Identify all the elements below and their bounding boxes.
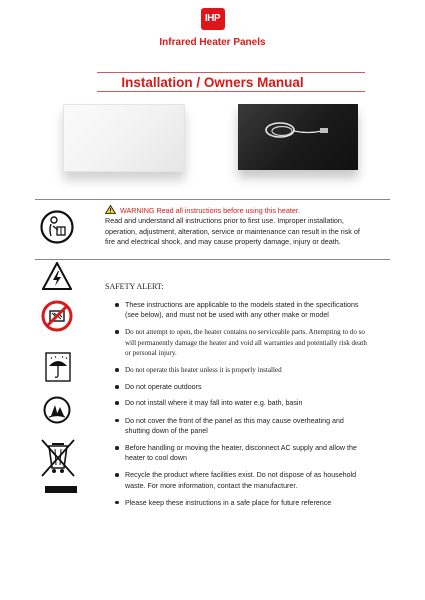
list-item: Do not operate this heater unless it is properly installed <box>115 365 367 375</box>
list-item: Do not attempt to open, the heater contains no serviceable parts. Attempting to do so will permanently damage the heater and void all warranties and potentially risk death or personal injury. <box>115 327 367 358</box>
logo <box>0 8 425 30</box>
keep-away-from-water-icon <box>43 396 71 424</box>
list-item: These instructions are applicable to the models stated in the specifications (see below), and must not be used with any other make or model <box>115 300 367 320</box>
safety-alert-title: SAFETY ALERT: <box>105 282 164 291</box>
do-not-cover-icon <box>41 300 73 332</box>
weee-crossed-bin-icon <box>38 437 78 479</box>
list-item: Please keep these instructions in a safe place for future reference <box>115 498 367 508</box>
electric-hazard-icon <box>42 262 72 290</box>
page-title: Installation / Owners Manual <box>121 75 304 90</box>
warning-triangle-icon <box>105 205 116 214</box>
list-item: Recycle the product where facilities exist. Do not dispose of as household waste. For more information, contact the manufacturer. <box>115 470 367 490</box>
title-rule-bottom <box>97 91 365 92</box>
section-divider <box>35 259 390 260</box>
white-panel-image <box>63 104 185 172</box>
read-manual-icon <box>40 210 74 244</box>
warning-text-block <box>105 205 367 248</box>
list-item: Do not install where it may fall into water e.g. bath, basin <box>115 398 367 408</box>
title-rule-top <box>97 72 365 73</box>
list-item: Before handling or moving the heater, disconnect AC supply and allow the heater to cool down <box>115 443 367 463</box>
safety-bullet-list <box>115 300 367 508</box>
indoor-use-only-icon <box>45 352 71 382</box>
dark-panel-image <box>238 104 358 170</box>
weee-bar-icon <box>45 486 77 493</box>
list-item: Do not operate outdoors <box>115 382 367 392</box>
brand-name: Infrared Heater Panels <box>159 37 266 48</box>
ihp-logo-icon: IHP <box>201 8 225 30</box>
list-item: Do not cover the front of the panel as this may cause overheating and shutting down of the panel <box>115 416 367 436</box>
warning-body: Read and understand all instructions prior to first use. Improper installation, operation, adjustment, alteration, service or maintenance can result in the risk of fire and electrical shock, and may cause property damage, injury or death. <box>105 216 360 247</box>
warning-heading: WARNING Read all instructions before using this heater. <box>105 205 367 216</box>
section-divider <box>35 199 390 200</box>
